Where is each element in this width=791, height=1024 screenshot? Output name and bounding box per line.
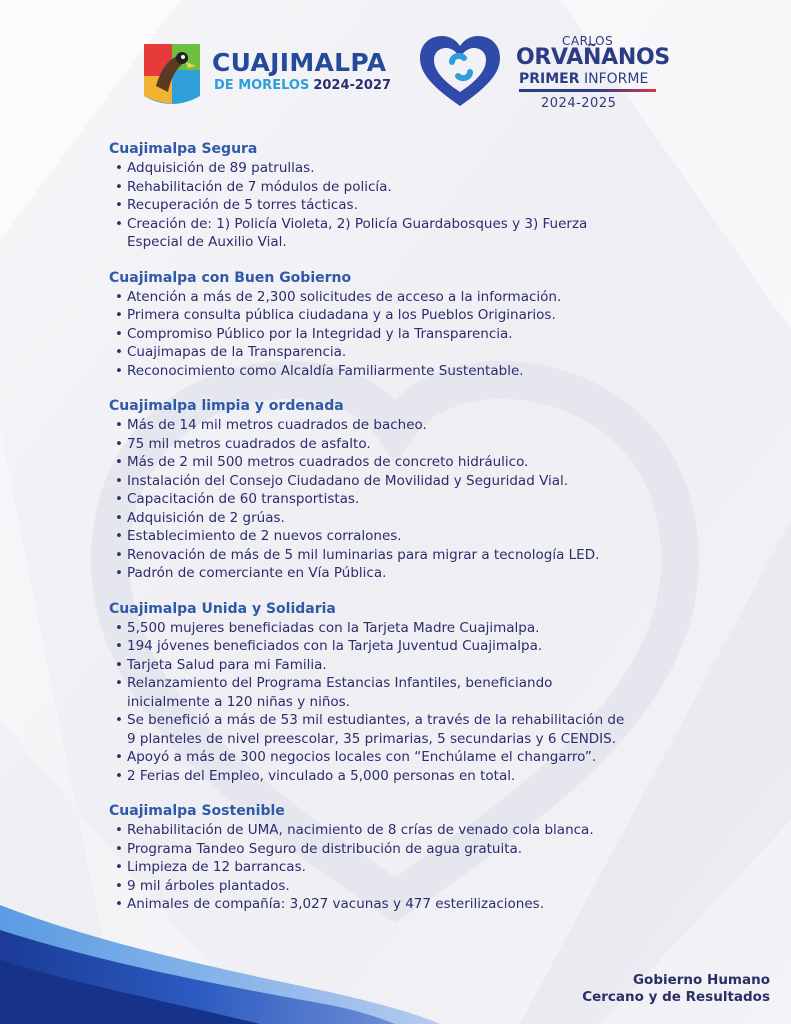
- bullet-icon: •: [115, 491, 123, 507]
- municipality-term: 2024-2027: [313, 78, 392, 93]
- bullet-icon: •: [115, 675, 123, 691]
- bullet-icon: •: [115, 619, 123, 636]
- item-text: 5,500 mujeres beneficiadas con la Tarjeta Madre Cuajimalpa.: [127, 619, 540, 636]
- section-title: Cuajimalpa con Buen Gobierno: [109, 269, 352, 286]
- list-item: [109, 472, 749, 491]
- section-buen-gobierno: [109, 269, 749, 381]
- footer-line-1: Gobierno Humano: [632, 972, 770, 988]
- item-text: Establecimiento de 2 nuevos corralones.: [127, 528, 402, 544]
- list-item: [109, 435, 749, 454]
- item-text: 194 jóvenes beneficiados con la Tarjeta Juventud Cuajimalpa.: [127, 638, 543, 654]
- list-item: [109, 711, 749, 748]
- bullet-icon: •: [115, 509, 123, 526]
- item-text: Adquisición de 2 grúas.: [127, 509, 285, 526]
- report-label-bold: PRIMER: [519, 71, 580, 87]
- bullet-icon: •: [115, 877, 123, 894]
- list-item: [109, 325, 749, 344]
- list-item: [109, 564, 749, 583]
- footer-line-2: Cercano y de Resultados: [582, 989, 770, 1005]
- bullet-icon: •: [115, 638, 123, 654]
- bullet-icon: •: [115, 362, 123, 379]
- header: [0, 0, 791, 125]
- section-items: [109, 821, 749, 914]
- report-label: [519, 71, 648, 87]
- list-item: [109, 509, 749, 528]
- section-items: [109, 159, 749, 252]
- list-item: [109, 767, 749, 786]
- section-items: [109, 288, 749, 381]
- item-text: 9 mil árboles plantados.: [127, 877, 290, 894]
- item-text: Compromiso Público por la Integridad y la Transparencia.: [127, 325, 513, 342]
- list-item: [109, 527, 749, 546]
- section-title: Cuajimalpa limpia y ordenada: [109, 398, 344, 414]
- bullet-icon: •: [115, 546, 123, 563]
- bullet-icon: •: [115, 215, 123, 232]
- section-items: [109, 416, 749, 583]
- list-item: [109, 288, 749, 307]
- item-text: Relanzamiento del Programa Estancias Infantiles, beneficiando inicialmente a 120 niñas y niños.: [127, 675, 553, 710]
- list-item: [109, 877, 749, 896]
- bullet-icon: •: [115, 160, 123, 176]
- item-text: Más de 2 mil 500 metros cuadrados de concreto hidráulico.: [127, 454, 529, 470]
- list-item: [109, 215, 749, 252]
- section-title: Cuajimalpa Segura: [109, 141, 258, 157]
- list-item: [109, 546, 749, 565]
- bullet-icon: •: [115, 840, 123, 857]
- heart-logo-icon: [414, 32, 506, 112]
- list-item: [109, 840, 749, 859]
- bullet-icon: •: [115, 822, 123, 838]
- bullet-icon: •: [115, 344, 123, 360]
- bullet-icon: •: [115, 859, 123, 875]
- report-content: [109, 140, 749, 931]
- section-limpia-ordenada: [109, 397, 749, 583]
- report-label-rest: INFORME: [579, 71, 649, 87]
- report-first-name: CARLOS: [562, 34, 614, 48]
- bullet-icon: •: [115, 178, 123, 195]
- bullet-icon: •: [115, 565, 123, 581]
- bullet-icon: •: [115, 454, 123, 470]
- list-item: [109, 619, 749, 638]
- bullet-icon: •: [115, 712, 123, 728]
- list-item: [109, 895, 749, 914]
- item-text: Reconocimiento como Alcaldía Familiarmente Sustentable.: [127, 362, 524, 379]
- item-text: Padrón de comerciante en Vía Pública.: [127, 565, 387, 581]
- list-item: [109, 858, 749, 877]
- list-item: [109, 748, 749, 767]
- section-segura: [109, 140, 749, 252]
- municipality-subtitle: [214, 79, 391, 93]
- item-text: Creación de: 1) Policía Violeta, 2) Policía Guardabosques y 3) Fuerza Especial de Auxilio Vial.: [127, 215, 588, 250]
- item-text: Cuajimapas de la Transparencia.: [127, 344, 347, 360]
- report-underline: [519, 89, 656, 92]
- list-item: [109, 362, 749, 381]
- municipality-name: CUAJIMALPA: [212, 48, 387, 77]
- item-text: Renovación de más de 5 mil luminarias para migrar a tecnología LED.: [127, 546, 600, 563]
- item-text: Programa Tandeo Seguro de distribución de agua gratuita.: [127, 840, 523, 857]
- bullet-icon: •: [115, 435, 123, 452]
- report-period: 2024-2025: [541, 96, 617, 111]
- section-title: Cuajimalpa Sostenible: [109, 803, 285, 819]
- footer-slogan: [582, 972, 770, 1006]
- bullet-icon: •: [115, 472, 123, 489]
- list-item: [109, 674, 749, 711]
- item-text: Atención a más de 2,300 solicitudes de acceso a la información.: [127, 288, 562, 305]
- list-item: [109, 343, 749, 362]
- item-text: Capacitación de 60 transportistas.: [127, 491, 360, 507]
- item-text: Adquisición de 89 patrullas.: [127, 160, 315, 176]
- bullet-icon: •: [115, 896, 123, 912]
- section-items: [109, 619, 749, 786]
- bullet-icon: •: [115, 307, 123, 323]
- item-text: Rehabilitación de UMA, nacimiento de 8 crías de venado cola blanca.: [127, 822, 594, 838]
- bullet-icon: •: [115, 417, 123, 433]
- list-item: [109, 637, 749, 656]
- municipality-de-morelos: DE MORELOS: [214, 78, 310, 93]
- bullet-icon: •: [115, 767, 123, 784]
- cuajimalpa-logo-icon: [136, 36, 208, 108]
- item-text: Instalación del Consejo Ciudadano de Movilidad y Seguridad Vial.: [127, 472, 569, 489]
- item-text: Rehabilitación de 7 módulos de policía.: [127, 178, 392, 195]
- item-text: Limpieza de 12 barrancas.: [127, 859, 306, 875]
- bullet-icon: •: [115, 749, 123, 765]
- section-unida-solidaria: [109, 600, 749, 786]
- item-text: 75 mil metros cuadrados de asfalto.: [127, 435, 371, 452]
- list-item: [109, 416, 749, 435]
- list-item: [109, 159, 749, 178]
- list-item: [109, 196, 749, 215]
- bullet-icon: •: [115, 325, 123, 342]
- list-item: [109, 490, 749, 509]
- item-text: Apoyó a más de 300 negocios locales con “Enchúlame el changarro”.: [127, 749, 597, 765]
- item-text: Se benefició a más de 53 mil estudiantes, a través de la rehabilitación de 9 planteles de nivel preescolar, 35 primarias, 5 secundarias y 6 CENDIS.: [127, 712, 625, 747]
- list-item: [109, 821, 749, 840]
- section-title: Cuajimalpa Unida y Solidaria: [109, 600, 336, 617]
- report-last-name: ORVAÑANOS: [516, 45, 670, 70]
- list-item: [109, 453, 749, 472]
- list-item: [109, 656, 749, 675]
- list-item: [109, 306, 749, 325]
- item-text: Tarjeta Salud para mi Familia.: [127, 656, 327, 673]
- bullet-icon: •: [115, 288, 123, 305]
- section-sostenible: [109, 802, 749, 914]
- item-text: Más de 14 mil metros cuadrados de bacheo.: [127, 417, 427, 433]
- bullet-icon: •: [115, 197, 123, 213]
- item-text: Animales de compañía: 3,027 vacunas y 477 esterilizaciones.: [127, 896, 544, 912]
- item-text: 2 Ferias del Empleo, vinculado a 5,000 personas en total.: [127, 767, 516, 784]
- item-text: Primera consulta pública ciudadana y a los Pueblos Originarios.: [127, 307, 556, 323]
- item-text: Recuperación de 5 torres tácticas.: [127, 197, 358, 213]
- bullet-icon: •: [115, 528, 123, 544]
- list-item: [109, 178, 749, 197]
- bullet-icon: •: [115, 656, 123, 673]
